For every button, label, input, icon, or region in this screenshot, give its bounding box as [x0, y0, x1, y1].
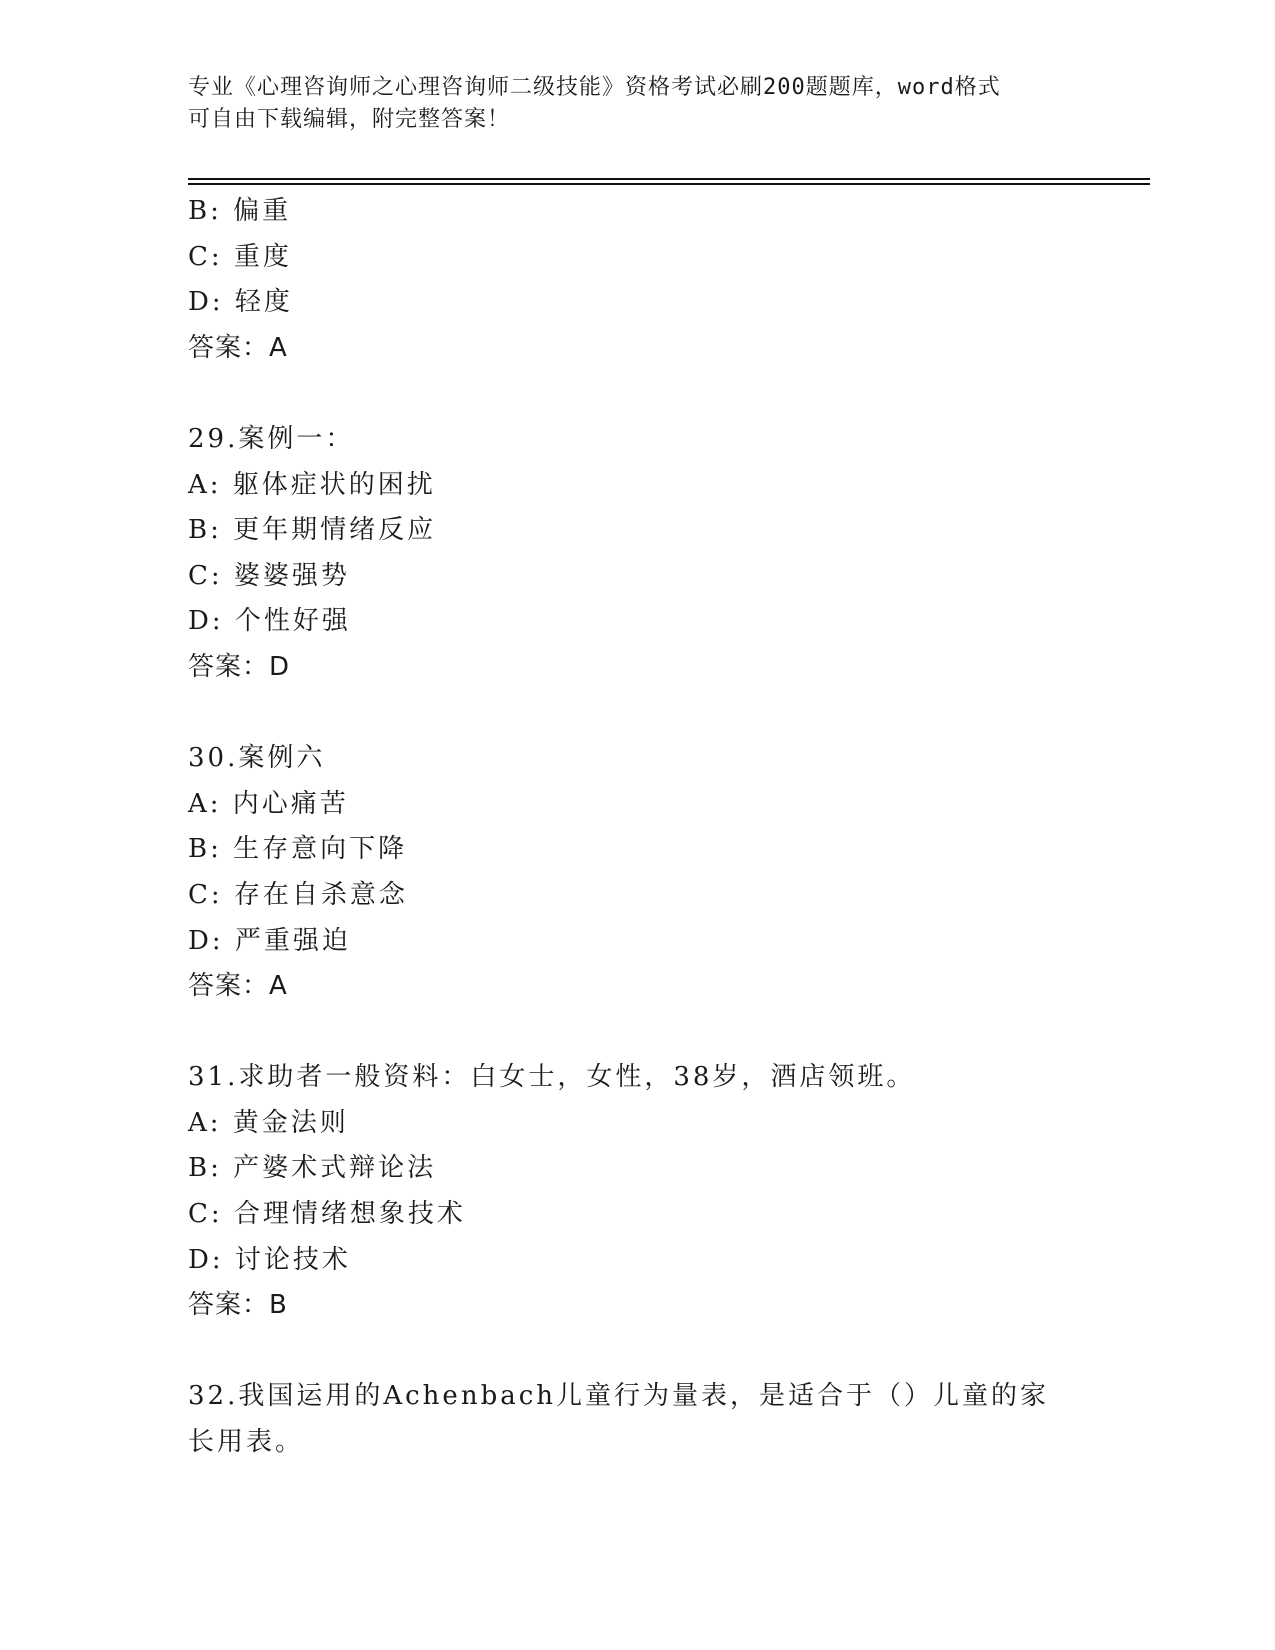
question-stem: 29.案例一： [188, 423, 355, 454]
header-divider-bottom [188, 183, 1150, 185]
option-d: D: 轻度 [188, 287, 293, 318]
option-d: D: 个性好强 [188, 606, 351, 637]
question-stem: 30.案例六 [188, 743, 326, 774]
document-header [188, 72, 1088, 136]
option-c: C: 婆婆强势 [188, 560, 350, 591]
option-c: C: 合理情绪想象技术 [188, 1199, 466, 1230]
header-title-line-2: 可自由下载编辑，附完整答案！ [188, 107, 511, 132]
option-a: A: 内心痛苦 [188, 788, 349, 819]
question-block-30 [188, 736, 1088, 1010]
question-block-28 [188, 189, 1088, 371]
option-d: D: 讨论技术 [188, 1244, 351, 1275]
option-b: B: 产婆术式辩论法 [188, 1153, 437, 1184]
answer-line: 答案：D [188, 651, 291, 682]
question-block-31 [188, 1055, 1088, 1329]
option-b: B: 生存意向下降 [188, 834, 408, 865]
option-c: C: 重度 [188, 241, 292, 272]
option-d: D: 严重强迫 [188, 925, 351, 956]
option-a: A: 躯体症状的困扰 [188, 469, 436, 500]
answer-line: 答案：A [188, 332, 288, 363]
header-title-line-1: 专业《心理咨询师之心理咨询师二级技能》资格考试必刷200题题库，word格式 [188, 75, 1001, 100]
spacer [188, 1010, 1088, 1056]
answer-line: 答案：B [188, 1290, 288, 1321]
option-b: B: 偏重 [188, 196, 292, 226]
header-divider-top [188, 178, 1150, 180]
spacer [188, 1329, 1088, 1375]
question-block-29 [188, 417, 1088, 691]
option-c: C: 存在自杀意念 [188, 879, 408, 910]
question-list [188, 189, 1088, 1466]
question-block-32 [188, 1374, 1088, 1465]
spacer [188, 371, 1088, 417]
option-a: A: 黄金法则 [188, 1107, 349, 1138]
spacer [188, 691, 1088, 737]
question-stem: 31.求助者一般资料：白女士，女性，38岁，酒店领班。 [188, 1062, 916, 1093]
option-b: B: 更年期情绪反应 [188, 515, 437, 546]
question-stem: 32.我国运用的Achenbach儿童行为量表，是适合于（）儿童的家长用表。 [188, 1381, 1050, 1458]
answer-line: 答案：A [188, 971, 288, 1002]
